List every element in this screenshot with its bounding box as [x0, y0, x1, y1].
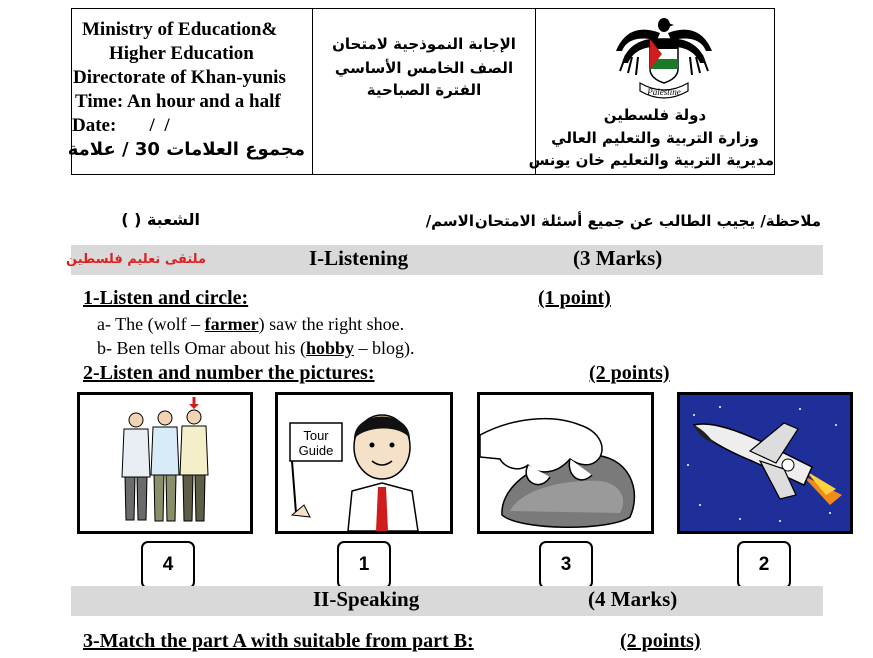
- three-men-icon: [80, 395, 250, 531]
- picture-mouse: [477, 392, 654, 534]
- student-name-label: الاسم/: [425, 212, 474, 230]
- hand-mouse-icon: [480, 395, 651, 531]
- q2-title: 2-Listen and number the pictures:: [83, 362, 375, 384]
- tour-guide-icon: [278, 395, 450, 531]
- state-name: دولة فلسطين: [603, 106, 707, 124]
- sign-text-line-1: Tour: [303, 428, 329, 443]
- grade-line: الصف الخامس الأساسي: [334, 59, 514, 77]
- directorate-arabic: مديرية التربية والتعليم خان يونس: [528, 151, 774, 169]
- q1-points: (1 point): [538, 287, 611, 309]
- listening-marks: (3 Marks): [573, 246, 663, 270]
- ministry-arabic: وزارة التربية والتعليم العالي: [551, 129, 759, 147]
- sign-text-line-2: Guide: [298, 443, 334, 458]
- q3-points: (2 points): [620, 630, 701, 652]
- section-label: الشعبة ( ): [121, 210, 200, 229]
- watermark-text: ملتقى تعليم فلسطين: [66, 252, 206, 267]
- picture-number-box-2[interactable]: 1: [337, 541, 391, 589]
- time-line: Time: An hour and a half: [75, 91, 281, 112]
- palestine-eagle-emblem-icon: [610, 11, 718, 103]
- header-middle-cell: [313, 9, 536, 174]
- ministry-line-1: Ministry of Education&: [82, 19, 278, 40]
- emblem-banner-text: Palestine: [647, 87, 681, 97]
- q3-title: 3-Match the part A with suitable from part B:: [83, 630, 474, 652]
- header-left-cell: [67, 9, 313, 174]
- period-line: الفترة الصباحية: [366, 81, 482, 99]
- picture-number-box-4[interactable]: 2: [737, 541, 791, 589]
- q2-points: (2 points): [589, 362, 670, 384]
- exam-title: الإجابة النموذجية لامتحان: [332, 35, 516, 53]
- speaking-title: II-Speaking: [313, 587, 420, 611]
- q1-title: 1-Listen and circle:: [83, 287, 249, 309]
- picture-number-box-3[interactable]: 3: [539, 541, 593, 589]
- space-shuttle-icon: [680, 395, 850, 531]
- directorate-line: Directorate of Khan-yunis: [73, 67, 286, 88]
- q1-item-b-answer: hobby: [305, 338, 355, 358]
- header-table: [67, 8, 775, 175]
- q1-item-b: b- Ben tells Omar about his (hobby – blog).: [97, 338, 415, 358]
- date-line: Date: / /: [72, 115, 170, 136]
- exam-note: ملاحظة/ يجيب الطالب عن جميع أسئلة الامتحان: [474, 212, 821, 230]
- ministry-line-2: Higher Education: [109, 43, 254, 64]
- listening-band: [66, 245, 823, 275]
- picture-three-men: [77, 392, 253, 534]
- picture-number-box-1[interactable]: 4: [141, 541, 195, 589]
- q1-item-a: a- The (wolf – farmer) saw the right shoe.: [97, 314, 405, 334]
- total-marks: مجموع العلامات 30 / علامة: [67, 139, 305, 160]
- speaking-band: [71, 586, 823, 616]
- q1-item-a-answer: farmer: [204, 314, 259, 334]
- speaking-marks: (4 Marks): [588, 587, 678, 611]
- picture-tour-guide: [275, 392, 453, 534]
- listening-title: I-Listening: [309, 246, 409, 270]
- picture-space-shuttle: [677, 392, 853, 534]
- header-right-cell: [528, 9, 774, 174]
